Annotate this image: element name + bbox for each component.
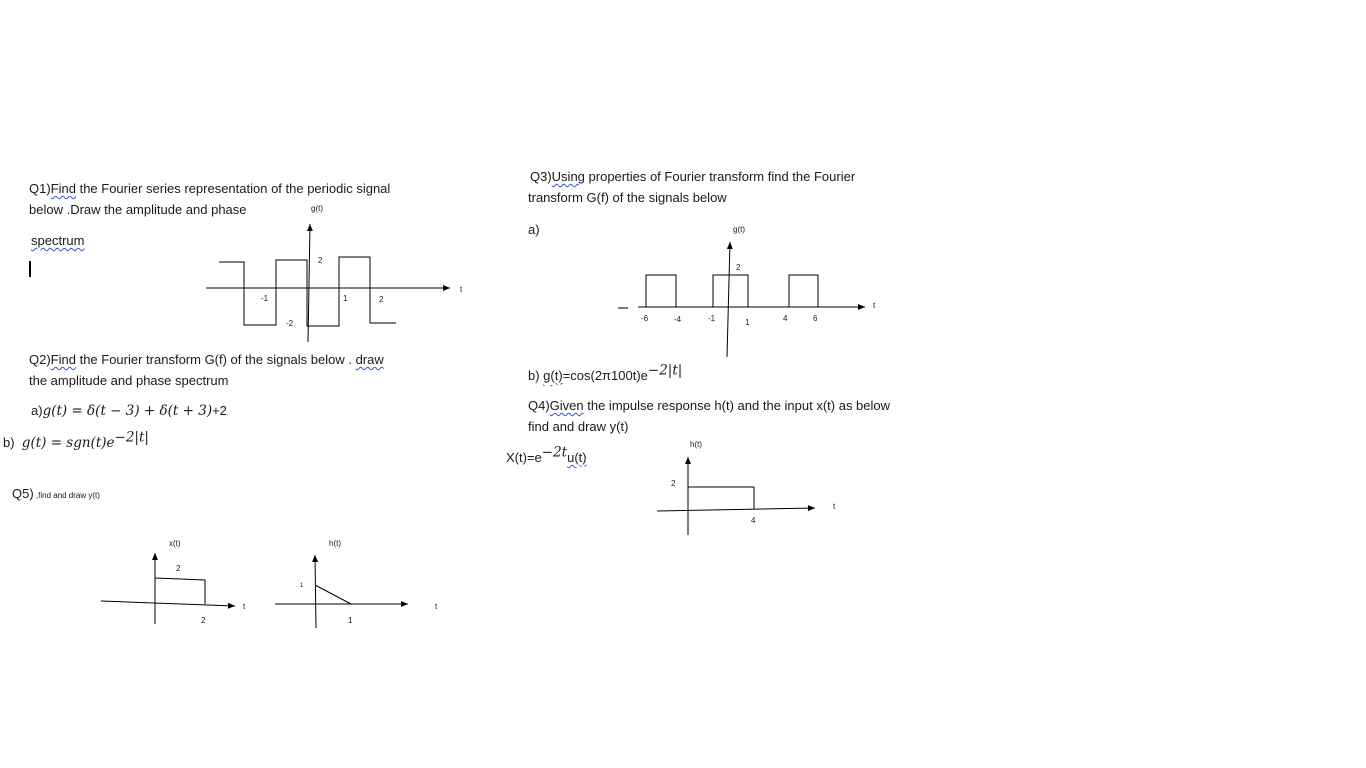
q5-x-rect [155, 578, 205, 604]
q3-graph [618, 242, 865, 357]
q1-number: Q1) [29, 181, 51, 196]
q5-h-tick-y1: 1 [300, 583, 304, 589]
q2-b-label: b) [3, 435, 15, 450]
q4-number: Q4) [528, 398, 550, 413]
q4-text: the impulse response h(t) and the input x(t) as below [583, 398, 891, 413]
q5-x-graph [101, 553, 235, 624]
q1-y-axis [308, 224, 310, 342]
q4-given-word: Given [549, 398, 584, 413]
q3-tick-4: 4 [783, 314, 788, 323]
q1-text: the Fourier series representation of the periodic signal [75, 181, 391, 196]
q3-part-b [528, 362, 683, 384]
q3-tick-y2: 2 [736, 263, 741, 272]
q3-tick-1: 1 [745, 318, 750, 327]
q3-b-exponent: −2|t| [647, 362, 683, 379]
q1-tick-m1: -1 [261, 294, 269, 303]
q3-pulse-left [646, 275, 676, 307]
q4-rect [688, 487, 754, 509]
q4-tick-4: 4 [751, 516, 756, 525]
q1-tick-1: 1 [343, 294, 348, 303]
q4-graph [657, 457, 815, 535]
q5-x-x-axis [101, 601, 235, 606]
q3-using-word: Using [551, 169, 585, 184]
q5-text: ,find and draw y(t) [33, 491, 100, 500]
q2-number: Q2) [29, 352, 51, 367]
q2-find-word: Find [50, 352, 76, 367]
q3-ylabel: g(t) [733, 225, 745, 234]
q3-b-function: g(t) [543, 368, 563, 383]
q4-tick-y2: 2 [671, 479, 676, 488]
q1-waveform [219, 257, 396, 326]
q4-xlabel: t [833, 502, 836, 511]
q4-x-axis [657, 508, 815, 511]
q3-line1 [530, 169, 855, 185]
q3-line2: transform G(f) of the signals below [528, 190, 727, 205]
q2-line1 [29, 352, 384, 368]
q3-tick-6: 6 [813, 314, 818, 323]
q5-h-xlabel: t [435, 602, 438, 611]
q5-h-y-axis [315, 555, 316, 628]
q1-graph [206, 224, 450, 342]
q1-xlabel: t [460, 285, 463, 294]
q2-b-equation: g(t) = sgn(t)e [21, 435, 115, 451]
q1-ylabel: g(t) [311, 204, 323, 213]
q4-input [506, 444, 587, 466]
q3-y-axis [727, 242, 730, 357]
q4-input-step: u(t) [567, 450, 587, 465]
q1-tick-y2: 2 [318, 256, 323, 265]
q3-pulse-center [713, 275, 748, 307]
q3-tick-m6: -6 [641, 314, 649, 323]
q2-a-equation: g(t) = δ(t − 3) + δ(t + 3) [42, 403, 213, 419]
q5-number: Q5) [12, 486, 34, 501]
q2-draw-word: draw [355, 352, 384, 367]
q2-part-a [31, 403, 227, 419]
q3-number: Q3) [530, 169, 552, 184]
q5-x-ylabel: x(t) [169, 539, 181, 548]
q3-text: properties of Fourier transform find the Fourier [584, 169, 856, 184]
q5-x-tick-2: 2 [201, 616, 206, 625]
q1-tick-2: 2 [379, 295, 384, 304]
q5-h-ylabel: h(t) [329, 539, 341, 548]
q3-xlabel: t [873, 301, 876, 310]
q5-h-ramp [315, 585, 351, 604]
q1-tick-ym2: -2 [286, 319, 294, 328]
q2-line2: the amplitude and phase spectrum [29, 373, 229, 388]
q5-x-xlabel: t [243, 602, 246, 611]
q5-h-graph [275, 555, 408, 628]
q4-line1 [528, 398, 890, 414]
q2-part-b [3, 429, 149, 451]
q2-b-exponent: −2|t| [114, 429, 149, 446]
q4-input-eq: X(t)=e [506, 450, 542, 465]
q1-line3: spectrum [31, 233, 85, 248]
q3-b-label: b) [528, 368, 544, 383]
q3-pulse-right [789, 275, 818, 307]
q2-text: the Fourier transform G(f) of the signals below . [75, 352, 356, 367]
q4-line2: find and draw y(t) [528, 419, 629, 434]
q5-h-tick-1: 1 [348, 616, 353, 625]
q1-find-word: Find [50, 181, 76, 196]
q3-b-equation: =cos(2π100t)e [562, 368, 648, 383]
q3-part-a: a) [528, 222, 540, 237]
q3-tick-m4: -4 [674, 315, 682, 324]
q2-a-label: a) [31, 403, 43, 418]
q5-line [12, 486, 100, 504]
q5-x-tick-y2: 2 [176, 564, 181, 573]
q1-line2: below .Draw the amplitude and phase [29, 202, 247, 217]
q2-a-suffix: +2 [212, 403, 227, 418]
q4-ylabel: h(t) [690, 440, 702, 449]
q3-tick-m1: -1 [708, 314, 716, 323]
q4-input-exponent: −2t [541, 444, 568, 461]
